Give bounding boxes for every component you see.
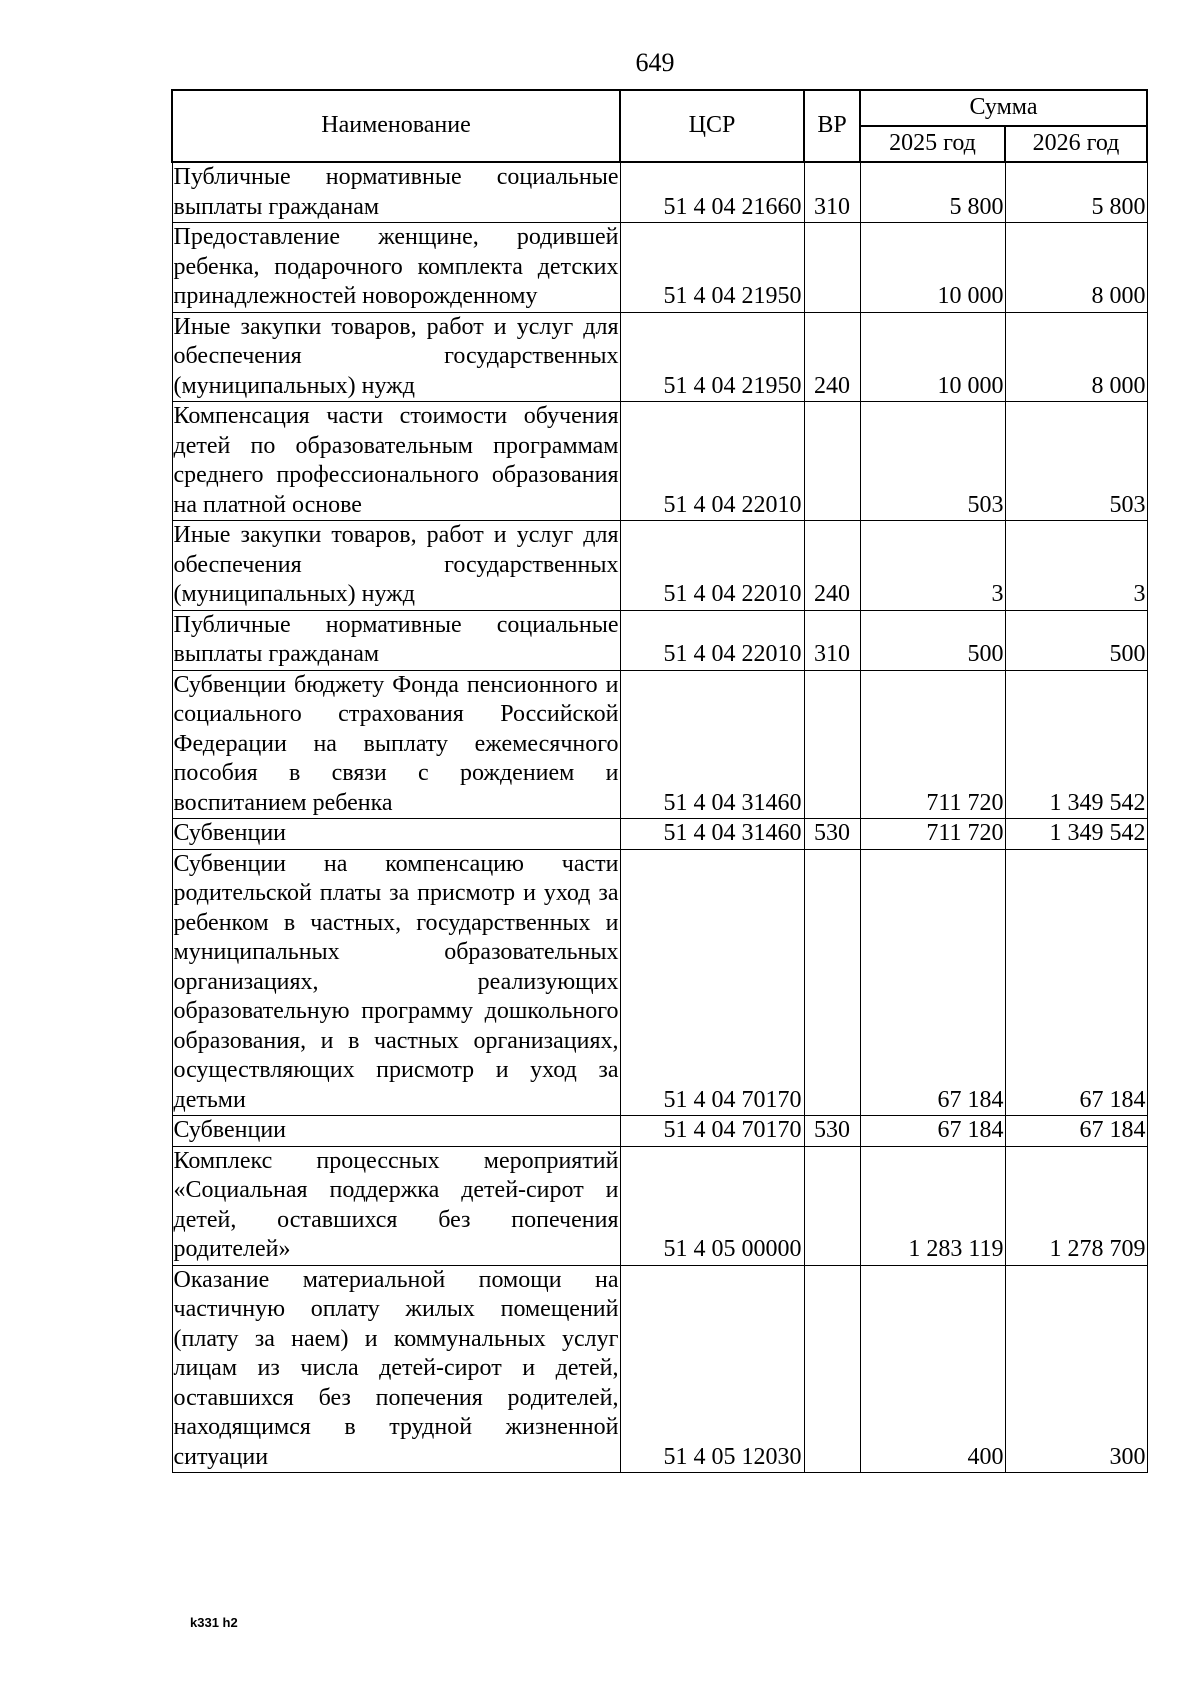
cell-sum-2025: 67 184 <box>860 849 1005 1116</box>
cell-name: Оказание материальной помощи на частичную оплату жилых помещений (плату за наем) и коммунальных услуг лицам из числа детей-сирот и детей, оставшихся без попечения родителей, находящимся в трудной жизненной ситуации <box>172 1265 620 1473</box>
cell-sum-2026: 67 184 <box>1005 1116 1147 1147</box>
cell-vr <box>804 670 860 819</box>
table-row <box>172 312 1147 402</box>
table-row <box>172 610 1147 670</box>
header-vr: ВР <box>804 90 860 162</box>
cell-vr: 310 <box>804 162 860 223</box>
table-row <box>172 402 1147 521</box>
table-row <box>172 1146 1147 1265</box>
cell-csr: 51 4 04 21660 <box>620 162 804 223</box>
cell-csr: 51 4 04 21950 <box>620 312 804 402</box>
cell-csr: 51 4 05 00000 <box>620 1146 804 1265</box>
cell-sum-2026: 1 278 709 <box>1005 1146 1147 1265</box>
cell-sum-2025: 10 000 <box>860 223 1005 313</box>
footer-code: k331 h2 <box>190 1615 238 1630</box>
cell-sum-2026: 3 <box>1005 521 1147 611</box>
page-number: 649 <box>635 48 675 77</box>
cell-name: Публичные нормативные социальные выплаты гражданам <box>172 610 620 670</box>
cell-vr <box>804 1146 860 1265</box>
header-csr: ЦСР <box>620 90 804 162</box>
table-row <box>172 670 1147 819</box>
cell-csr: 51 4 04 31460 <box>620 819 804 850</box>
cell-name: Предоставление женщине, родившей ребенка, подарочного комплекта детских принадлежностей новорожденному <box>172 223 620 313</box>
cell-sum-2026: 8 000 <box>1005 223 1147 313</box>
cell-sum-2025: 500 <box>860 610 1005 670</box>
table-header <box>172 90 1147 162</box>
cell-sum-2025: 3 <box>860 521 1005 611</box>
cell-name: Субвенции <box>172 819 620 850</box>
cell-sum-2026: 1 349 542 <box>1005 819 1147 850</box>
cell-sum-2026: 300 <box>1005 1265 1147 1473</box>
cell-sum-2025: 10 000 <box>860 312 1005 402</box>
cell-csr: 51 4 04 70170 <box>620 1116 804 1147</box>
cell-name: Публичные нормативные социальные выплаты гражданам <box>172 162 620 223</box>
cell-sum-2026: 1 349 542 <box>1005 670 1147 819</box>
cell-vr <box>804 1265 860 1473</box>
cell-vr <box>804 849 860 1116</box>
table-row <box>172 162 1147 223</box>
cell-vr <box>804 223 860 313</box>
cell-vr: 530 <box>804 1116 860 1147</box>
cell-vr: 240 <box>804 312 860 402</box>
cell-sum-2025: 67 184 <box>860 1116 1005 1147</box>
cell-sum-2026: 500 <box>1005 610 1147 670</box>
cell-csr: 51 4 04 22010 <box>620 402 804 521</box>
cell-csr: 51 4 04 31460 <box>620 670 804 819</box>
cell-name: Субвенции бюджету Фонда пенсионного и социального страхования Российской Федерации на выплату ежемесячного пособия в связи с рождением и воспитанием ребенка <box>172 670 620 819</box>
table-row <box>172 1116 1147 1147</box>
cell-csr: 51 4 04 21950 <box>620 223 804 313</box>
cell-sum-2026: 5 800 <box>1005 162 1147 223</box>
cell-vr: 530 <box>804 819 860 850</box>
cell-vr: 240 <box>804 521 860 611</box>
table-row <box>172 521 1147 611</box>
cell-sum-2025: 5 800 <box>860 162 1005 223</box>
cell-sum-2025: 503 <box>860 402 1005 521</box>
header-name: Наименование <box>172 90 620 162</box>
cell-name: Субвенции на компенсацию части родительской платы за присмотр и уход за ребенком в частных, государственных и муниципальных образовательных организациях, реализующих образовательную программу дошкольного образования, и в частных организациях, осуществляющих присмотр и уход за детьми <box>172 849 620 1116</box>
cell-sum-2025: 711 720 <box>860 819 1005 850</box>
cell-sum-2025: 400 <box>860 1265 1005 1473</box>
cell-vr: 310 <box>804 610 860 670</box>
header-year-2025: 2025 год <box>860 126 1005 162</box>
cell-sum-2026: 8 000 <box>1005 312 1147 402</box>
cell-sum-2025: 1 283 119 <box>860 1146 1005 1265</box>
cell-sum-2025: 711 720 <box>860 670 1005 819</box>
table-row <box>172 819 1147 850</box>
cell-name: Иные закупки товаров, работ и услуг для обеспечения государственных (муниципальных) нужд <box>172 521 620 611</box>
cell-name: Комплекс процессных мероприятий «Социальная поддержка детей-сирот и детей, оставшихся без попечения родителей» <box>172 1146 620 1265</box>
cell-vr <box>804 402 860 521</box>
cell-csr: 51 4 04 22010 <box>620 610 804 670</box>
header-sum: Сумма <box>860 90 1147 126</box>
cell-name: Иные закупки товаров, работ и услуг для обеспечения государственных (муниципальных) нужд <box>172 312 620 402</box>
cell-csr: 51 4 04 22010 <box>620 521 804 611</box>
table-row <box>172 1265 1147 1473</box>
header-year-2026: 2026 год <box>1005 126 1147 162</box>
table-row <box>172 849 1147 1116</box>
cell-sum-2026: 67 184 <box>1005 849 1147 1116</box>
cell-sum-2026: 503 <box>1005 402 1147 521</box>
cell-csr: 51 4 05 12030 <box>620 1265 804 1473</box>
table-body <box>172 162 1147 1473</box>
cell-name: Компенсация части стоимости обучения детей по образовательным программам среднего профессионального образования на платной основе <box>172 402 620 521</box>
budget-table <box>171 89 1148 1473</box>
table-row <box>172 223 1147 313</box>
cell-name: Субвенции <box>172 1116 620 1147</box>
cell-csr: 51 4 04 70170 <box>620 849 804 1116</box>
